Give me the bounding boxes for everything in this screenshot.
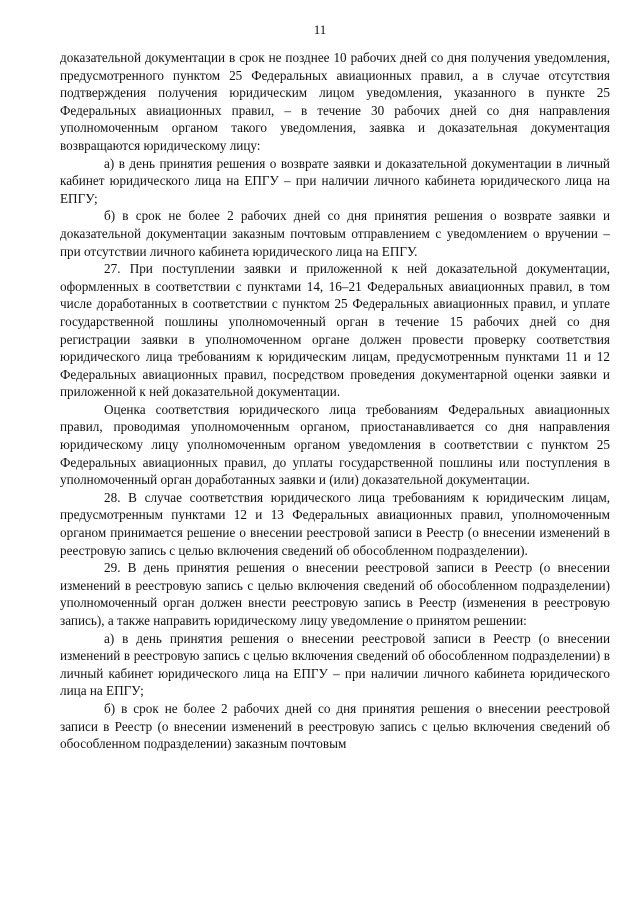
document-body xyxy=(60,49,610,753)
paragraph-29: 29. В день принятия решения о внесении реестровой записи в Реестр (о внесении изменений в реестровую запись с целью включения сведений об обособленном подразделении) уполномоченный орган должен внести реестровую запись в Реестр (изменения в реестровую запись), а также направить юридическому лицу уведомление о принятом решении: xyxy=(60,560,610,628)
paragraph-26b: б) в срок не более 2 рабочих дней со дня принятия решения о возврате заявки и доказательной документации заказным почтовым отправлением с уведомлением о вручении – при отсутствии личного кабинета юридического лица на ЕПГУ. xyxy=(60,208,610,259)
paragraph-28: 28. В случае соответствия юридического лица требованиям к юридическим лицам, предусмотренным пунктами 12 и 13 Федеральных авиационных правил, уполномоченным органом принимается решение о внесении реестровой записи в Реестр (о внесении изменений в реестровую запись с целью включения сведений об обособленном подразделении). xyxy=(60,489,610,558)
paragraph-29a: а) в день принятия решения о внесении реестровой записи в Реестр (о внесении изменений в реестровую запись с целью включения сведений об обособленном подразделении) в личный кабинет юридического лица на ЕПГУ – при наличии личного кабинета юридического лица на ЕПГУ; xyxy=(60,630,610,699)
paragraph-29b: б) в срок не более 2 рабочих дней со дня принятия решения о внесении реестровой записи в Реестр (о внесении изменений в реестровую запись с целью включения сведений об обособленном подразделении) заказным почтовым xyxy=(60,700,610,752)
paragraph-continuation: доказательной документации в срок не позднее 10 рабочих дней со дня получения уведомления, предусмотренного пунктом 25 Федеральных авиационных правил, а в случае отсутствия подтверждения получения юридическим лицом уведомления, указанного в пункте 25 Федеральных авиационных правил, – в течение 30 рабочих дней со дня направления уполномоченным органом такого уведомления, заявка и доказательная документация возвращаются юридическому лицу: xyxy=(60,50,610,153)
paragraph-27-assessment: Оценка соответствия юридического лица требованиям Федеральных авиационных правил, проводимая уполномоченным органом, приостанавливается со дня направления юридическому лицу уполномоченным органом уведомления в соответствии с пунктом 25 Федеральных авиационных правил, до уплаты государственной пошлины или поступления в уполномоченный орган доработанных заявки и (или) доказательной документации. xyxy=(60,401,610,488)
paragraph-27: 27. При поступлении заявки и приложенной к ней доказательной документации, оформленных в соответствии с пунктами 14, 16–21 Федеральных авиационных правил, в том числе доработанных в соответствии с пунктом 25 Федеральных авиационных правил, и уплате государственной пошлины уполномоченный орган в течение 15 рабочих дней со дня регистрации заявки в уполномоченном органе должен провести проверку соответствия юридического лица требованиям к юридическим лицам, предусмотренным пунктами 11 и 12 Федеральных авиационных правил, посредством проведения документарной оценки заявки и приложенной к ней доказательной документации. xyxy=(60,261,610,400)
paragraph-26a: а) в день принятия решения о возврате заявки и доказательной документации в личный кабинет юридического лица на ЕПГУ – при наличии личного кабинета юридического лица на ЕПГУ; xyxy=(60,155,610,206)
page-number: 11 xyxy=(313,22,327,37)
